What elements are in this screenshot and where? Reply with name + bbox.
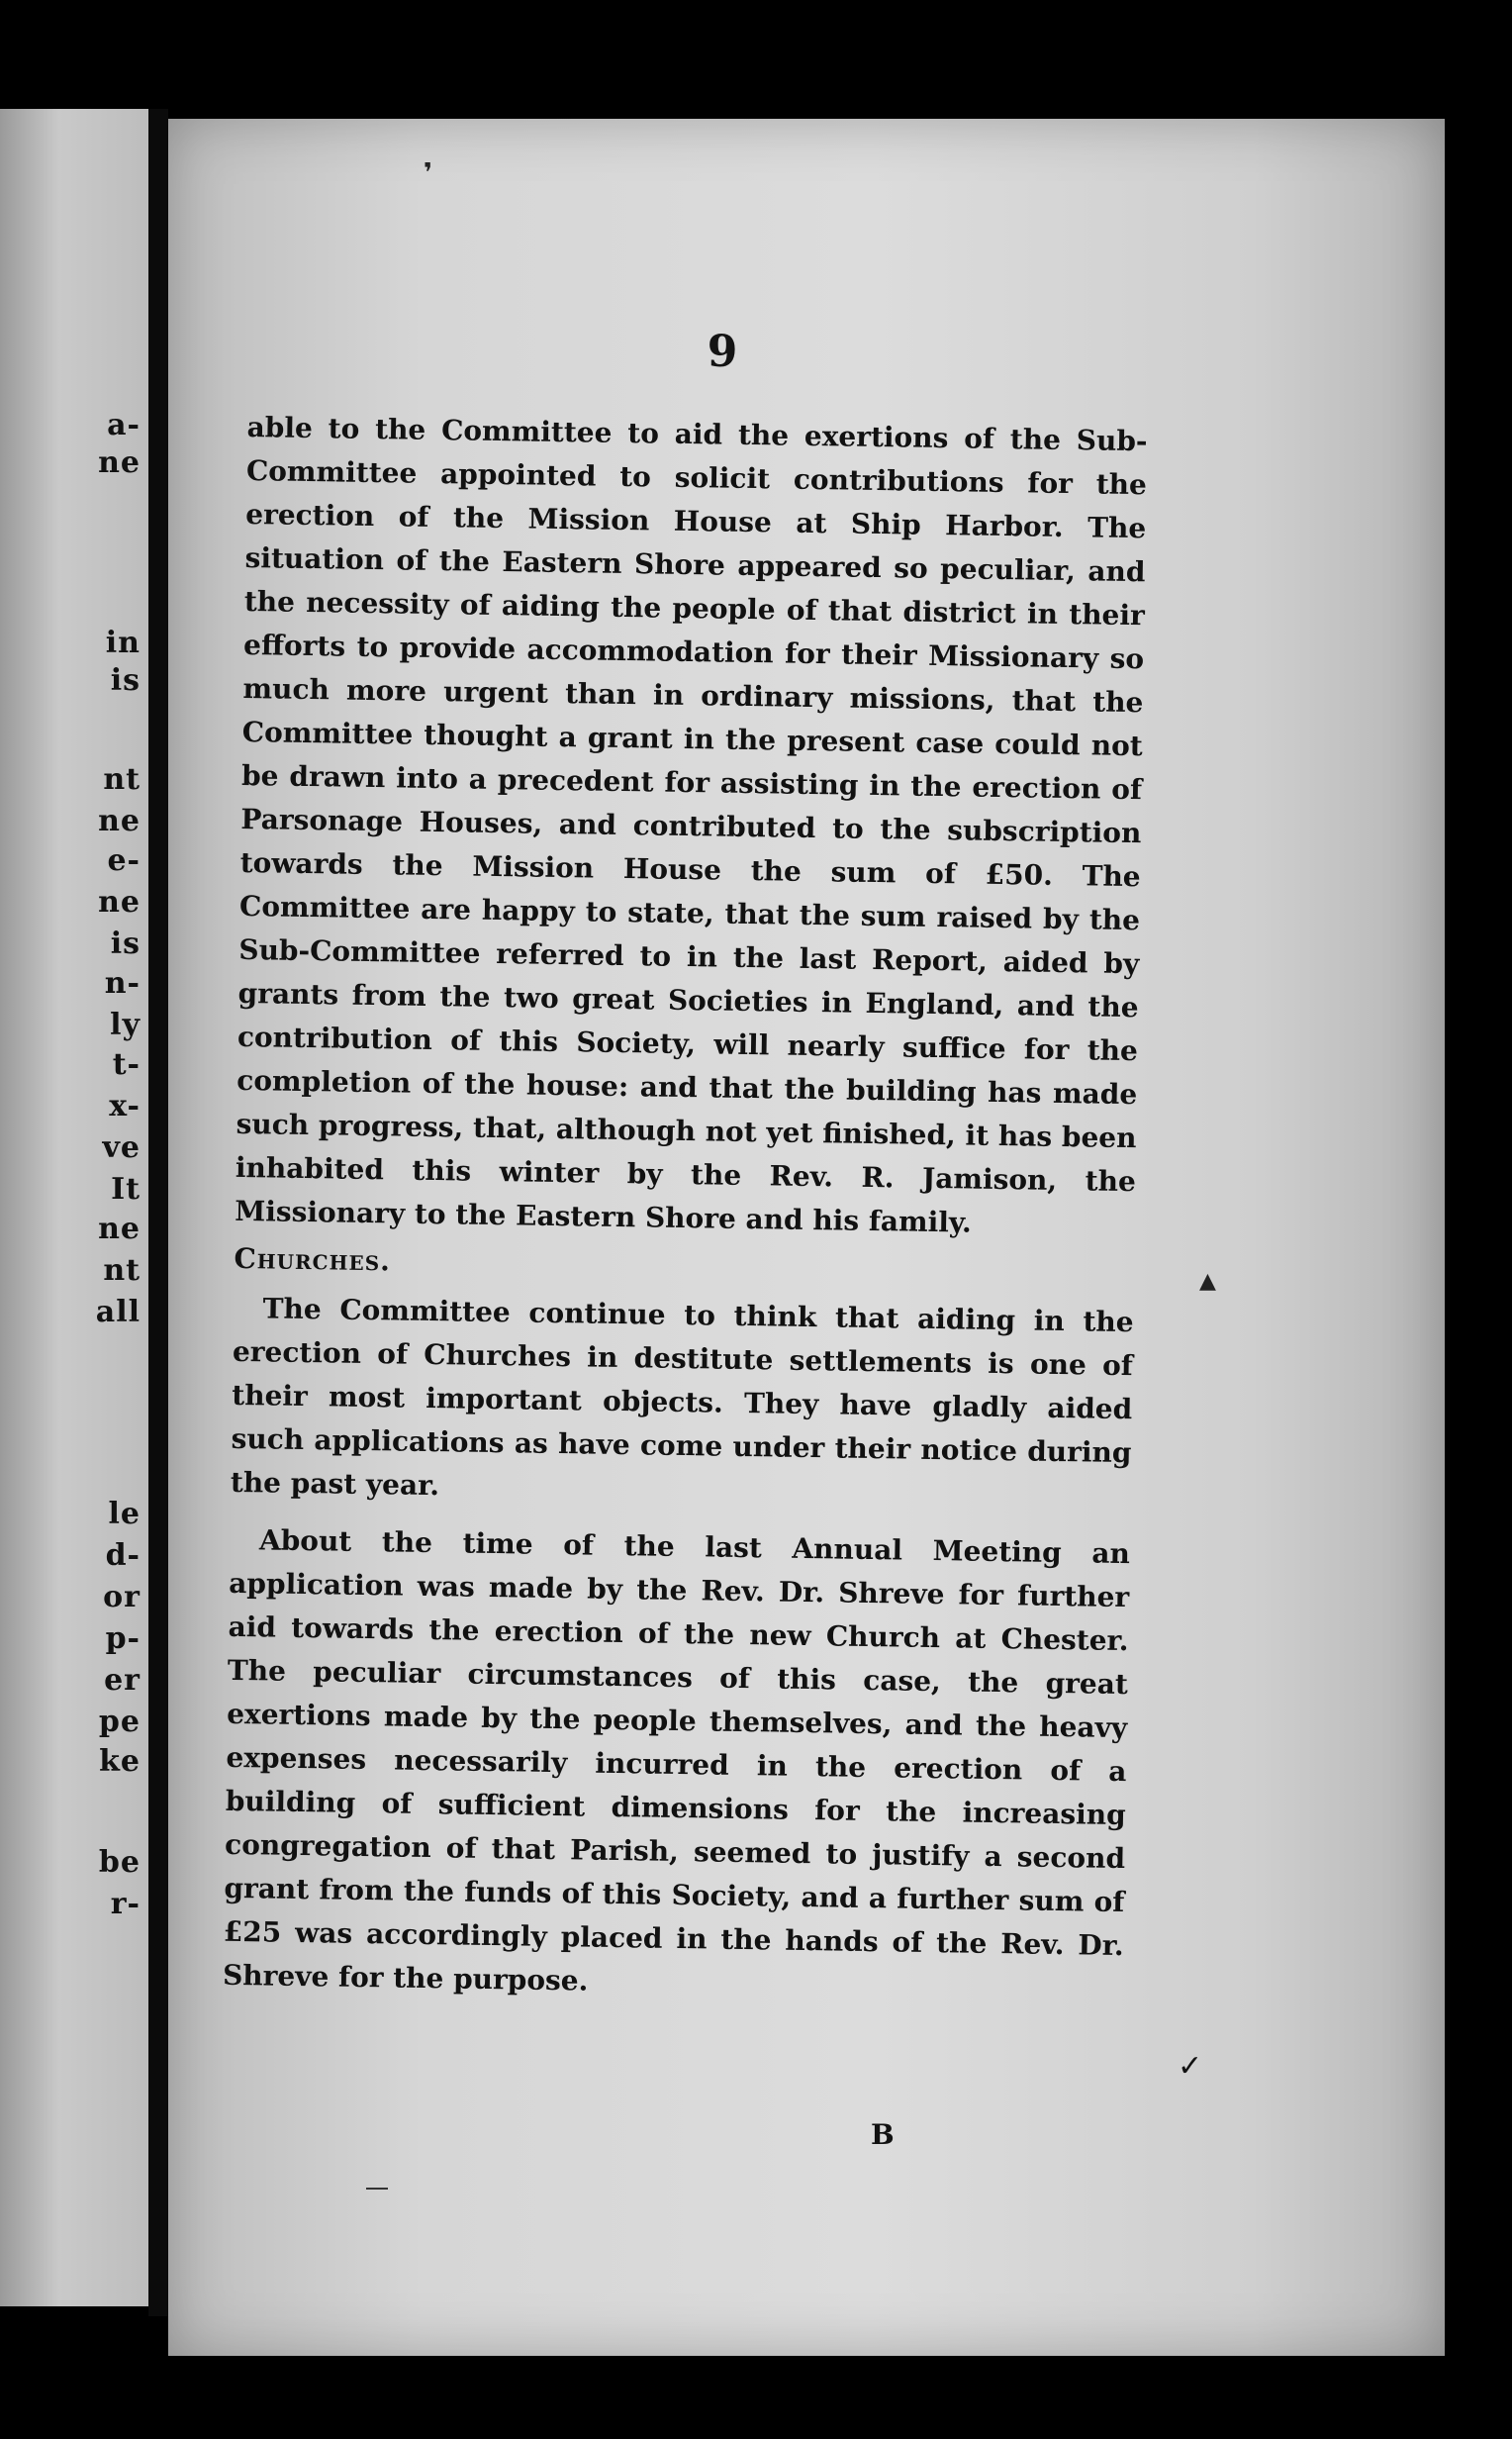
facing-page-fragment: e- bbox=[107, 843, 141, 878]
facing-page-edge bbox=[0, 109, 148, 2306]
facing-page-fragment: is bbox=[110, 927, 141, 961]
facing-page-fragment: ne bbox=[98, 1212, 141, 1246]
facing-page-fragment: x- bbox=[109, 1089, 141, 1123]
checkmark-annotation: ✓ bbox=[1178, 2049, 1203, 2084]
section-heading-churches: Churches. bbox=[234, 1241, 392, 1278]
signature-mark: B bbox=[871, 2118, 895, 2151]
paragraph-chester-church: About the time of the last Annual Meeting an application was made by the Rev. Dr. Shreve for further aid towards the erection of the new Church at Chester. The peculiar circumstances of this case, the great exertions made by the people themselves, and the heavy expenses necessarily incurred in the erection of a building of sufficient dimensions for the increasing congregation of that Parish, seemed to justify a second grant from the funds of this Society, and a further sum of £25 was accordingly placed in the hands of the Rev. Dr. Shreve for the purpose. bbox=[222, 1523, 1131, 1998]
book-gutter bbox=[148, 109, 168, 2316]
facing-page-fragment: er bbox=[104, 1663, 141, 1698]
facing-page-fragment: is bbox=[110, 663, 141, 698]
facing-page-fragment: ne bbox=[98, 804, 141, 838]
facing-page-fragment: ly bbox=[110, 1008, 141, 1042]
facing-page-fragment: in bbox=[105, 626, 141, 660]
facing-page-fragment: nt bbox=[103, 762, 141, 797]
facing-page-fragment: r- bbox=[110, 1887, 141, 1921]
page-number: 9 bbox=[707, 327, 738, 377]
facing-page-fragment: t- bbox=[112, 1047, 141, 1082]
ink-mark: ▲ bbox=[1199, 1269, 1216, 1294]
book-page bbox=[168, 119, 1445, 2356]
paragraph-churches-intro: The Committee continue to think that aiding in the erection of Churches in destitute settlements is one of their most important objects. They have gladly aided such applications as have come under their notice during the past year. bbox=[230, 1292, 1134, 1503]
facing-page-fragment: pe bbox=[98, 1705, 141, 1739]
facing-page-fragment: ke bbox=[99, 1744, 141, 1779]
facing-page-fragment: n- bbox=[104, 966, 141, 1001]
facing-page-fragment: d- bbox=[105, 1538, 141, 1573]
facing-page-fragment: p- bbox=[105, 1621, 141, 1656]
page-body bbox=[223, 406, 1148, 2011]
ink-dash bbox=[366, 2188, 388, 2190]
facing-page-fragment: a- bbox=[107, 408, 141, 442]
facing-page-fragment: all bbox=[95, 1295, 141, 1329]
facing-page-fragment: be bbox=[98, 1845, 141, 1880]
facing-page-fragment: or bbox=[103, 1580, 141, 1614]
facing-page-fragment: ne bbox=[98, 885, 141, 920]
facing-page-fragment: le bbox=[108, 1497, 141, 1531]
facing-page-fragment: nt bbox=[103, 1253, 141, 1288]
facing-page-fragment: ne bbox=[98, 445, 141, 480]
ink-mark: ❜ bbox=[424, 158, 433, 188]
facing-page-fragment: It bbox=[111, 1172, 141, 1207]
facing-page-fragment: ve bbox=[102, 1130, 141, 1165]
paragraph-mission-house: able to the Committee to aid the exertions of the Sub-Committee appointed to solicit contributions for the erection of the Mission House at Ship Harbor. The situation of the Eastern Shore appeared so peculiar, and the necessity of aiding the people of that district in their efforts to provide accommodation for their Missionary so much more urgent than in ordinary missions, that the Committee thought a grant in the present case could not be drawn into a precedent for assisting in the erection of Parsonage Houses, and contributed to the subscription towards the Mission House the sum of £50. The Committee are happy to state, that the sum raised by the Sub-Committee referred to in the last Report, aided by grants from the two great Societies in England, and the contribution of this Society, will nearly suffice for the completion of the house: and that the building has made such progress, that, although not yet finished, it has been inhabited this winter by the Rev. R. Jamison, the Missionary to the Eastern Shore and his family. bbox=[234, 410, 1148, 1239]
